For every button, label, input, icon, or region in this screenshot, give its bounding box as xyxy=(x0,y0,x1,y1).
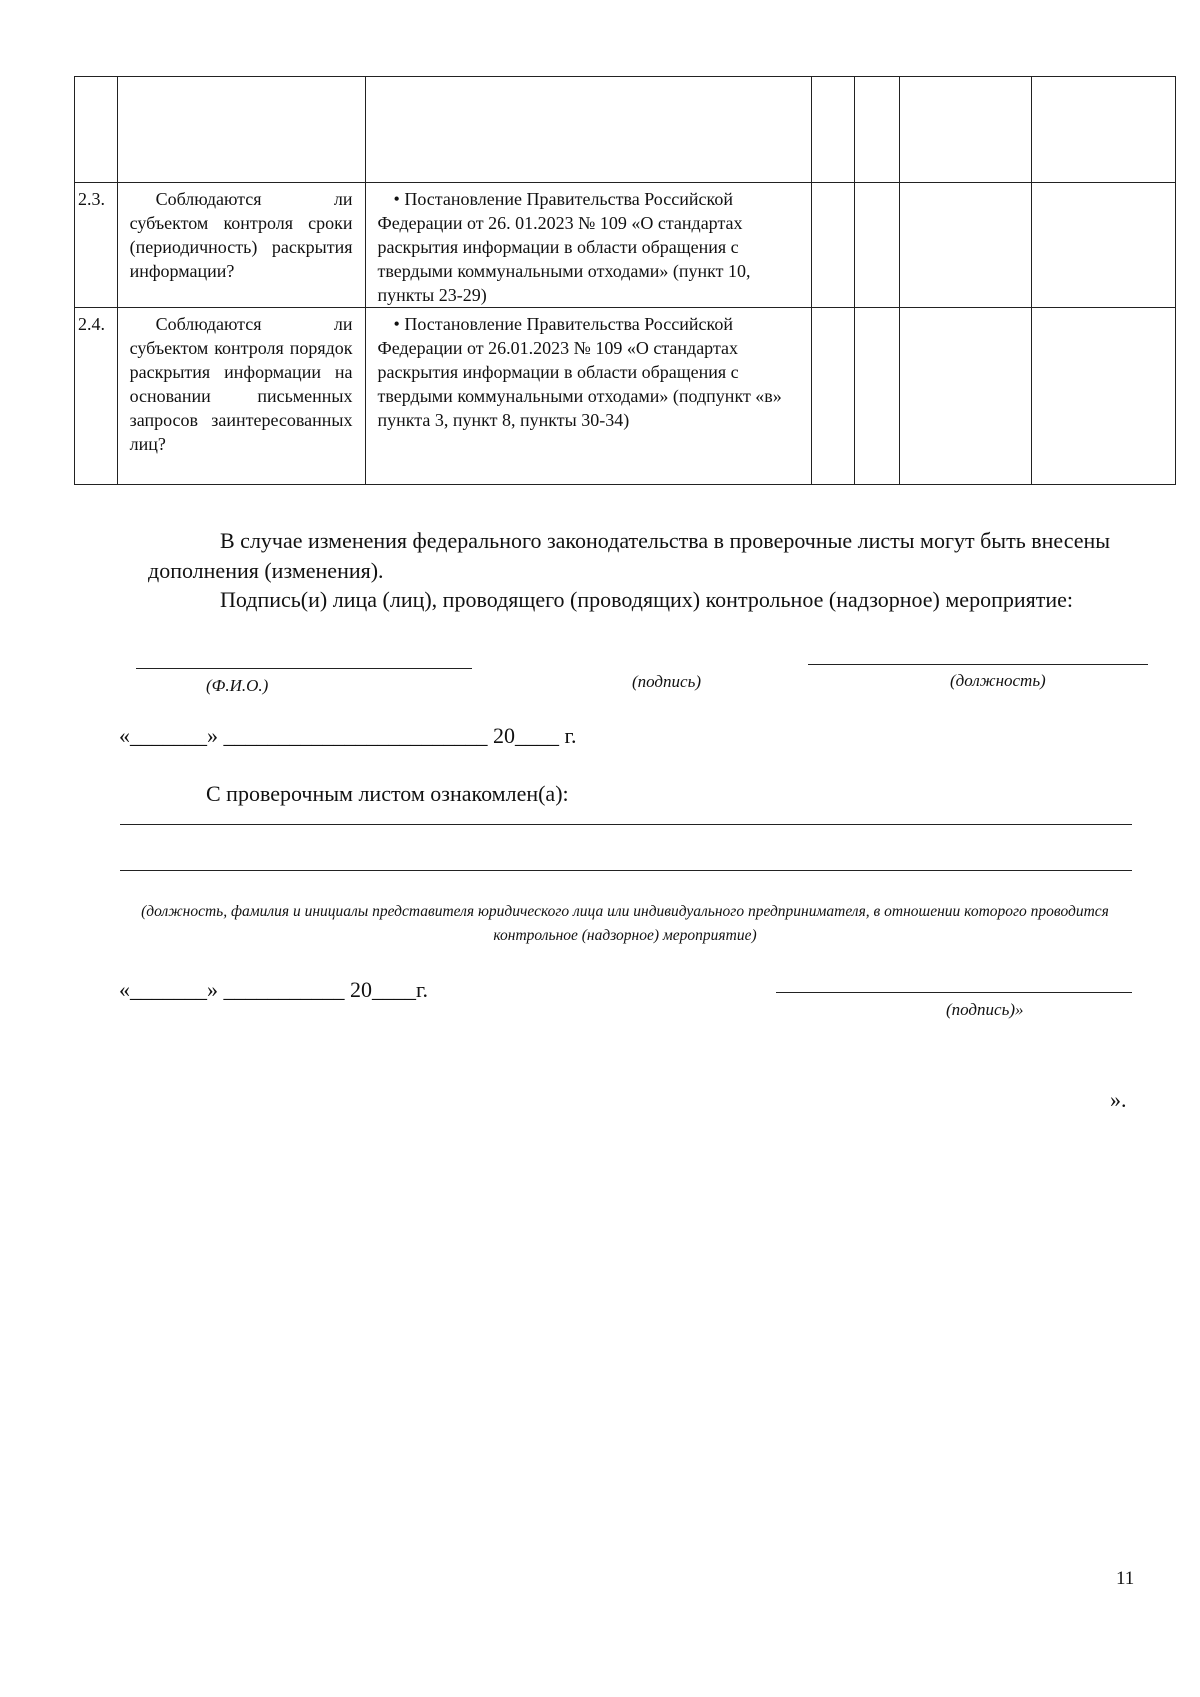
answer-no-cell xyxy=(854,308,899,485)
table-row xyxy=(75,183,1176,308)
answer-na-cell xyxy=(899,308,1031,485)
answer-yes-cell xyxy=(812,183,855,308)
row-number xyxy=(75,77,118,183)
representative-line xyxy=(120,824,1132,825)
signature-intro-paragraph: Подпись(и) лица (лиц), проводящего (проводящих) контрольное (надзорное) мероприятие: xyxy=(220,587,1074,612)
notes-cell xyxy=(1031,77,1175,183)
page-number: 11 xyxy=(1116,1568,1135,1589)
legal-reference xyxy=(365,77,812,183)
date-line: «_______» ___________ 20____г. xyxy=(119,977,429,1002)
answer-na-cell xyxy=(899,183,1031,308)
row-number: 2.3. xyxy=(75,183,118,308)
amendment-paragraph: В случае изменения федерального законодательства в проверочные листы могут быть внесены дополнения (изменения). xyxy=(148,528,1111,583)
legal-reference: • Постановление Правительства Российской Федерации от 26.01.2023 № 109 «О стандартах раскрытия информации в области обращения с твердыми коммунальными отходами» (подпункт «в» пункта 3, пункт 8, пункты 30-34) xyxy=(365,308,812,485)
signature-caption: (подпись) xyxy=(632,672,701,691)
table-row xyxy=(75,77,1176,183)
fio-line xyxy=(136,668,472,669)
legal-reference: • Постановление Правительства Российской Федерации от 26. 01.2023 № 109 «О стандартах раскрытия информации в области обращения с твердыми коммунальными отходами» (пункт 10, пункты 23-29) xyxy=(365,183,812,308)
answer-yes-cell xyxy=(812,308,855,485)
answer-na-cell xyxy=(899,77,1031,183)
requirement-question xyxy=(117,77,365,183)
position-line xyxy=(808,664,1148,665)
date-line: «_______» ________________________ 20____ г. xyxy=(119,723,577,748)
table-row xyxy=(75,308,1176,485)
answer-no-cell xyxy=(854,77,899,183)
row-number: 2.4. xyxy=(75,308,118,485)
representative-caption: (должность, фамилия и инициалы представителя юридического лица или индивидуального предпринимателя, в отношении которого проводится контрольное (надзорное) мероприятие) xyxy=(141,903,1109,944)
answer-no-cell xyxy=(854,183,899,308)
notes-cell xyxy=(1031,183,1175,308)
position-caption: (должность) xyxy=(950,671,1046,690)
notes-cell xyxy=(1031,308,1175,485)
requirement-question: Соблюдаются ли субъектом контроля порядок раскрытия информации на основании письменных запросов заинтересованных лиц? xyxy=(117,308,365,485)
fio-caption: (Ф.И.О.) xyxy=(206,676,269,695)
signature-line xyxy=(776,992,1132,993)
checklist-table xyxy=(74,76,1176,485)
requirement-question: Соблюдаются ли субъектом контроля сроки (периодичность) раскрытия информации? xyxy=(117,183,365,308)
signature-caption: (подпись)» xyxy=(946,1000,1024,1019)
familiarized-label: С проверочным листом ознакомлен(а): xyxy=(206,781,569,806)
closing-mark: ». xyxy=(1110,1087,1127,1112)
answer-yes-cell xyxy=(812,77,855,183)
representative-line xyxy=(120,870,1132,871)
